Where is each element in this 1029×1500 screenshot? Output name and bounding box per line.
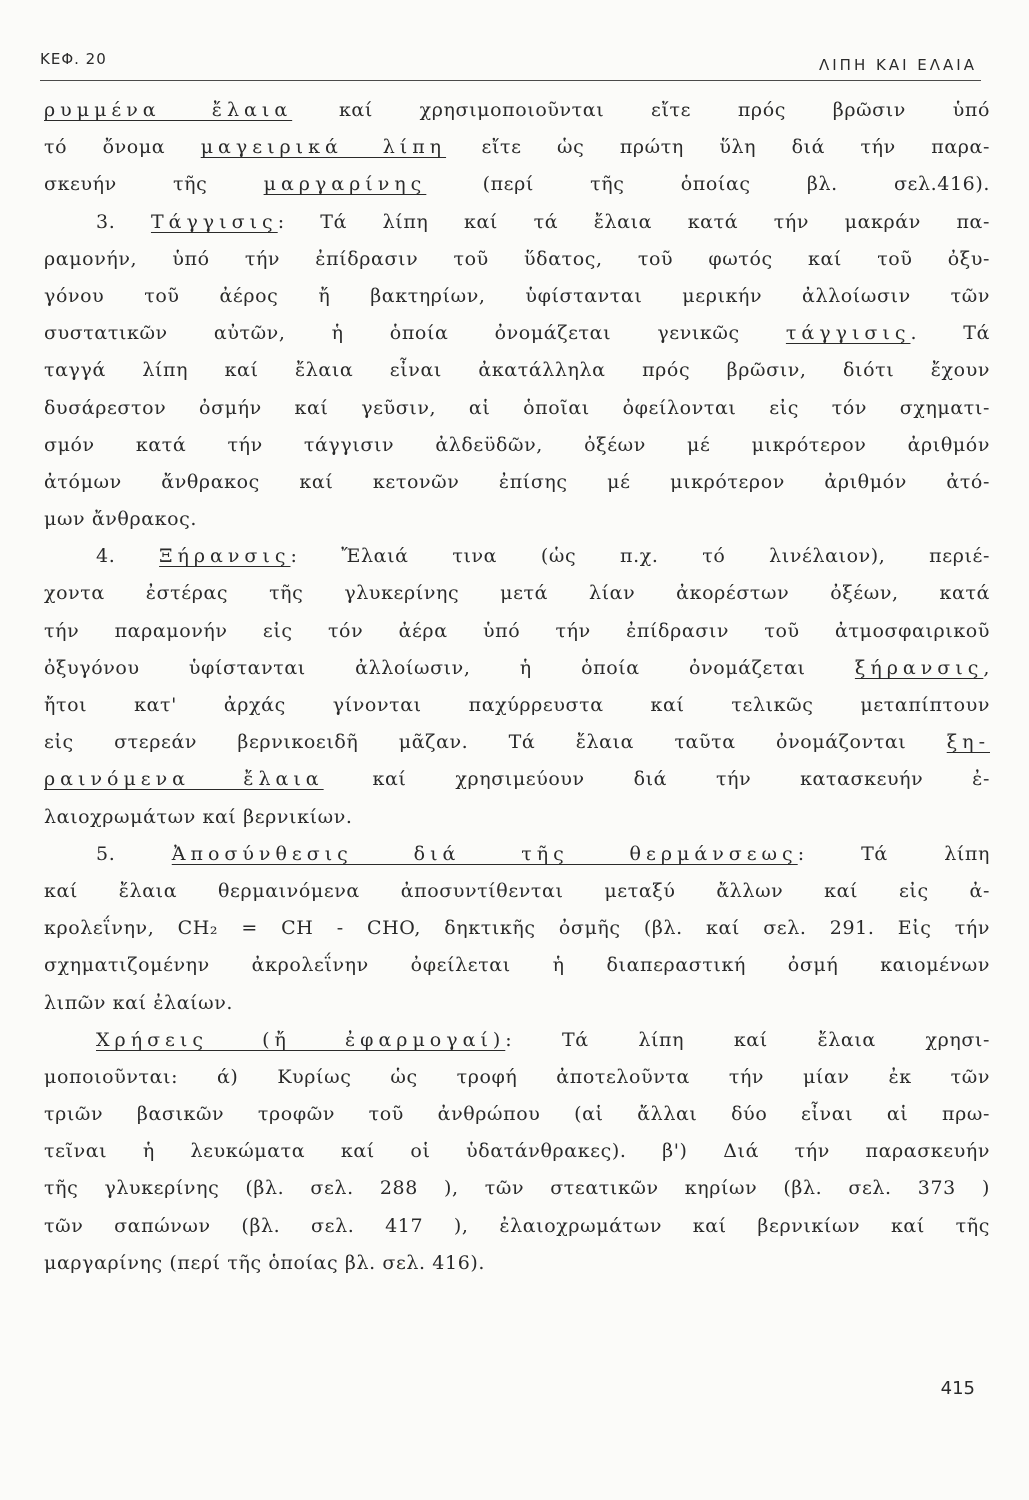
text-line (44, 947, 990, 984)
text-line (44, 427, 990, 464)
text-run: . Τά (910, 322, 990, 345)
underlined-term: ρυμμένα ἔλαια (44, 99, 293, 121)
text-line (44, 464, 990, 501)
page-number: 415 (940, 1378, 975, 1399)
running-title: ΛΙΠΗ ΚΑΙ ΕΛΑΙΑ (819, 56, 977, 74)
text-line (44, 1096, 990, 1133)
text-line (44, 166, 990, 203)
text-run: ραμονήν, ὑπό τήν ἐπίδρασιν τοῦ ὕδατος, τοῦ φωτός καί τοῦ ὀξυ- (44, 247, 990, 270)
underlined-term: Ἀποσύνθεσις διά τῆς θερμάνσεως (171, 842, 798, 865)
text-run: εἴτε ὡς πρώτη ὕλη διά τήν παρα- (446, 136, 990, 159)
text-run: μοποιοῦνται: ά) Κυρίως ὡς τροφή ἀποτελοῦντα τήν μίαν ἐκ τῶν (44, 1065, 990, 1088)
underlined-term: Χρήσεις (ἤ ἐφαρμογαί) (96, 1028, 506, 1051)
text-run: γόνου τοῦ ἀέρος ἤ βακτηρίων, ὑφίστανται μερικήν ἀλλοίωσιν τῶν (44, 284, 990, 307)
text-line (44, 241, 990, 278)
text-line (44, 1133, 990, 1170)
text-run: σμόν κατά τήν τάγγισιν ἀλδεϋδῶν, ὀξέων μέ μικρότερον ἀριθμόν (44, 433, 990, 456)
text-run: ὀξυγόνου ὑφίστανται ἀλλοίωσιν, ἡ ὁποία ὀνομάζεται (44, 656, 855, 679)
text-run: ἤτοι κατ' ἀρχάς γίνονται παχύρρευστα καί τελικῶς μεταπίπτουν (44, 694, 990, 716)
text-run: ἀτόμων ἄνθρακος καί κετονῶν ἐπίσης μέ μικρότερον ἀριθμόν ἀτό- (44, 470, 990, 493)
text-run: τό ὄνομα (44, 136, 201, 159)
text-run: τεῖναι ἡ λευκώματα καί οἱ ὑδατάνθρακες). β') Διά τήν παρασκευήν (44, 1140, 990, 1163)
text-line (44, 575, 990, 612)
text-run: τήν παραμονήν εἰς τόν ἀέρα ὑπό τήν ἐπίδρασιν τοῦ ἀτμοσφαιρικοῦ (44, 619, 990, 642)
underlined-term: μαργαρίνης (263, 173, 427, 196)
text-run: 5. (96, 842, 172, 865)
header-rule (40, 80, 981, 81)
text-run: τριῶν βασικῶν τροφῶν τοῦ ἀνθρώπου (αἱ ἄλλαι δύο εἶναι αἱ πρω- (44, 1103, 990, 1126)
text-run: τῆς γλυκερίνης (βλ. σελ. 288 ), τῶν στεατικῶν κηρίων (βλ. σελ. 373 ) (44, 1177, 990, 1200)
text-line (44, 910, 990, 947)
body-text (44, 92, 990, 1282)
text-run: 3. (96, 210, 151, 233)
underlined-term: ραινόμενα ἔλαια (44, 768, 324, 791)
text-run: τῶν σαπώνων (βλ. σελ. 417 ), ἐλαιοχρωμάτων καί βερνικίων καί τῆς (44, 1214, 990, 1237)
text-run: δυσάρεστον ὀσμήν καί γεῦσιν, αἱ ὁποῖαι ὀφείλονται εἰς τόν σχηματι- (44, 396, 990, 419)
text-line (44, 390, 990, 427)
text-line (44, 650, 990, 687)
text-run: συστατικῶν αὐτῶν, ἡ ὁποία ὀνομάζεται γενικῶς (44, 322, 786, 345)
text-run: : Τά λίπη καί ἔλαια χρησι- (505, 1028, 990, 1051)
underlined-term: μαγειρικά λίπη (200, 136, 447, 159)
text-line (44, 278, 990, 315)
text-line (44, 1170, 990, 1207)
text-line (44, 613, 990, 650)
text-line (44, 129, 990, 166)
text-run: : Τά λίπη καί τά ἔλαια κατά τήν μακράν πα- (277, 210, 990, 233)
chapter-label: ΚΕΦ. 20 (40, 50, 107, 68)
text-run: 4. (96, 545, 160, 568)
text-run: μων ἄνθρακος. (44, 508, 198, 531)
text-line (44, 761, 990, 798)
text-line (44, 1208, 990, 1245)
text-line (44, 92, 990, 129)
text-run: σχηματιζομένην ἀκρολεΐνην ὀφείλεται ἡ διαπεραστική ὀσμή καιομένων (44, 954, 990, 977)
underlined-term: ξήρανσις (854, 656, 984, 679)
text-line (44, 501, 990, 538)
text-line (44, 538, 990, 575)
text-run: : Τά λίπη (797, 842, 990, 865)
text-run: χοντα ἐστέρας τῆς γλυκερίνης μετά λίαν ἀκορέστων ὀξέων, κατά (44, 582, 990, 605)
text-line (44, 204, 990, 241)
text-run: : Ἔλαιά τινα (ὡς π.χ. τό λινέλαιον), περιέ- (290, 545, 990, 568)
text-run: εἰς στερεάν βερνικοειδῆ μᾶζαν. Τά ἔλαια ταῦτα ὀνομάζονται (44, 731, 947, 754)
text-line (44, 873, 990, 910)
text-run: κρολεΐνην, CH₂ = CH - CHO, δηκτικῆς ὀσμῆς (βλ. καί σελ. 291. Εἰς τήν (44, 917, 990, 940)
text-run: καί χρησιμοποιοῦνται εἴτε πρός βρῶσιν ὑπό (292, 99, 990, 121)
text-run: , (983, 656, 990, 679)
text-line (44, 315, 990, 352)
text-run: καί ἔλαια θερμαινόμενα ἀποσυντίθενται μεταξύ ἄλλων καί εἰς ἀ- (44, 879, 990, 902)
text-line (44, 1022, 990, 1059)
underlined-term: τάγγισις (785, 322, 911, 345)
text-line (44, 985, 990, 1022)
underlined-term: ξη- (946, 731, 990, 754)
text-line (44, 1245, 990, 1282)
underlined-term: Ξήρανσις (159, 545, 291, 568)
text-line (44, 724, 990, 761)
text-run: (περί τῆς ὁποίας βλ. σελ.416). (426, 173, 990, 196)
text-line (44, 687, 990, 724)
text-line (44, 799, 990, 836)
text-line (44, 836, 990, 873)
underlined-term: Τάγγισις (150, 210, 278, 233)
text-run: ταγγά λίπη καί ἔλαια εἶναι ἀκατάλληλα πρός βρῶσιν, διότι ἔχουν (44, 359, 990, 382)
text-line (44, 352, 990, 389)
text-run: σκευήν τῆς (44, 173, 264, 196)
text-run: λαιοχρωμάτων καί βερνικίων. (44, 805, 353, 828)
text-run: λιπῶν καί ἐλαίων. (44, 991, 234, 1014)
text-line (44, 1059, 990, 1096)
text-run: μαργαρίνης (περί τῆς ὁποίας βλ. σελ. 416). (44, 1251, 486, 1274)
text-run: καί χρησιμεύουν διά τήν κατασκευήν ἐ- (323, 768, 990, 791)
